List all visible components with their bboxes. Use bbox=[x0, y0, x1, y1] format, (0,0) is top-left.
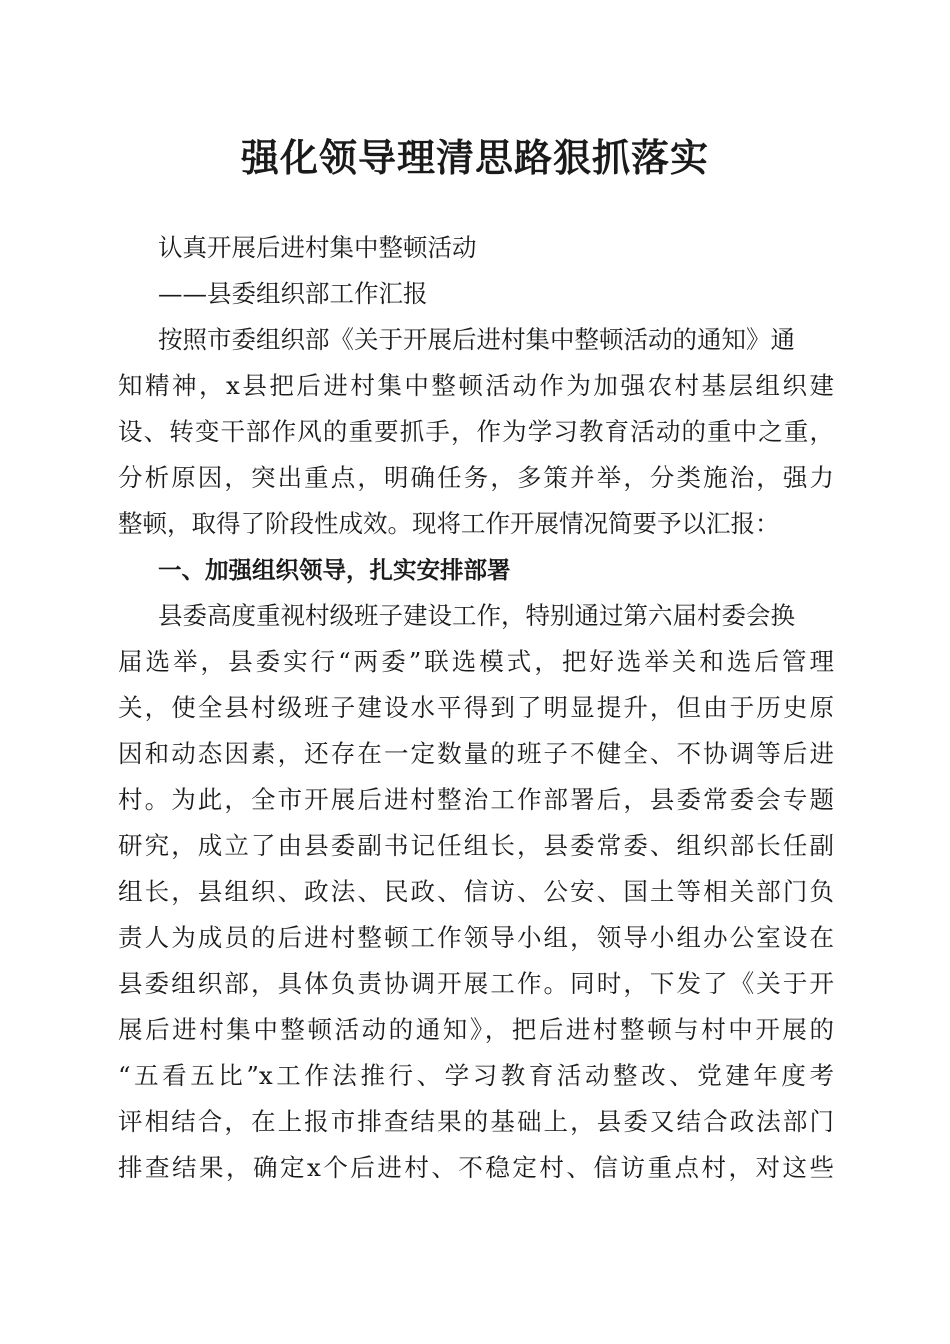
intro-line: 知精神，x县把后进村集中整顿活动作为加强农村基层组织建 bbox=[118, 371, 834, 400]
section1-line: 排查结果，确定x个后进村、不稳定村、信访重点村，对这些 bbox=[118, 1153, 834, 1182]
section1-line: 县委高度重视村级班子建设工作，特别通过第六届村委会换 bbox=[158, 601, 795, 630]
section1-line: “五看五比”x工作法推行、学习教育活动整改、党建年度考 bbox=[118, 1061, 834, 1090]
document-title: 强化领导理清思路狠抓落实 bbox=[240, 135, 709, 180]
intro-line: 分析原因，突出重点，明确任务，多策并举，分类施治，强力 bbox=[118, 463, 834, 492]
section1-line: 评相结合，在上报市排查结果的基础上，县委又结合政法部门 bbox=[118, 1107, 834, 1136]
section1-line: 因和动态因素，还存在一定数量的班子不健全、不协调等后进 bbox=[118, 739, 834, 768]
section1-line: 关，使全县村级班子建设水平得到了明显提升，但由于历史原 bbox=[118, 693, 834, 722]
document-body bbox=[118, 225, 834, 1191]
section1-line: 责人为成员的后进村整顿工作领导小组，领导小组办公室设在 bbox=[118, 923, 834, 952]
intro-line: 按照市委组织部《关于开展后进村集中整顿活动的通知》通 bbox=[158, 325, 795, 354]
intro-line: 设、转变干部作风的重要抓手，作为学习教育活动的重中之重， bbox=[118, 417, 834, 446]
section1-line: 县委组织部，具体负责协调开展工作。同时，下发了《关于开 bbox=[118, 969, 834, 998]
section1-line: 组长，县组织、政法、民政、信访、公安、国土等相关部门负 bbox=[118, 877, 834, 906]
intro-line: 整顿，取得了阶段性成效。现将工作开展情况简要予以汇报： bbox=[118, 509, 780, 538]
section1-line: 研究，成立了由县委副书记任组长，县委常委、组织部长任副 bbox=[118, 831, 834, 860]
section1-line: 村。为此，全市开展后进村整治工作部署后，县委常委会专题 bbox=[118, 785, 834, 814]
document-byline: ——县委组织部工作汇报 bbox=[158, 279, 428, 308]
section-heading: 一、加强组织领导，扎实安排部署 bbox=[158, 556, 511, 584]
section1-line: 届选举，县委实行“两委”联选模式，把好选举关和选后管理 bbox=[118, 647, 834, 676]
document-subtitle: 认真开展后进村集中整顿活动 bbox=[158, 233, 477, 262]
section1-line: 展后进村集中整顿活动的通知》，把后进村整顿与村中开展的 bbox=[118, 1015, 834, 1044]
